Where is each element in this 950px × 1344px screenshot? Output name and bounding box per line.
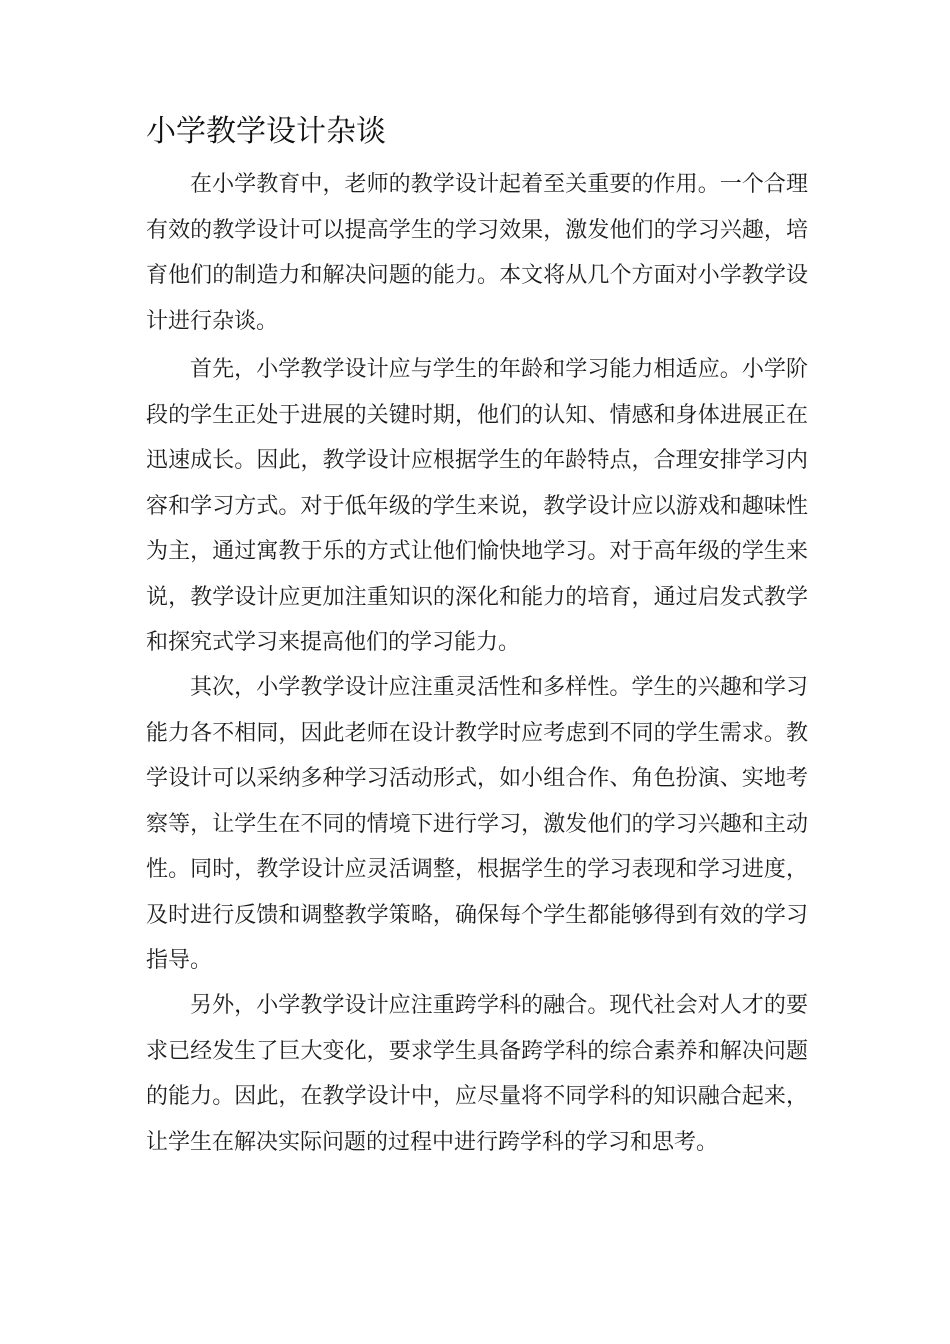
- paragraph-first-point: 首先，小学教学设计应与学生的年龄和学习能力相适应。小学阶段的学生正处于进展的关键时期，他们的认知、情感和身体进展正在迅速成长。因此，教学设计应根据学生的年龄特点，合理安排学习内容和学习方式。对于低年级的学生来说，教学设计应以游戏和趣味性为主，通过寓教于乐的方式让他们愉快地学习。对于高年级的学生来说，教学设计应更加注重知识的深化和能力的培育，通过启发式教学和探究式学习来提高他们的学习能力。: [146, 357, 808, 655]
- paragraph-third-point: 另外，小学教学设计应注重跨学科的融合。现代社会对人才的要求已经发生了巨大变化，要求学生具备跨学科的综合素养和解决问题的能力。因此，在教学设计中，应尽量将不同学科的知识融合起来，让学生在解决实际问题的过程中进行跨学科的学习和思考。: [146, 993, 808, 1155]
- paragraph-second-point: 其次，小学教学设计应注重灵活性和多样性。学生的兴趣和学习能力各不相同，因此老师在设计教学时应考虑到不同的学生需求。教学设计可以采纳多种学习活动形式，如小组合作、角色扮演、实地考察等，让学生在不同的情境下进行学习，激发他们的学习兴趣和主动性。同时，教学设计应灵活调整，根据学生的学习表现和学习进度，及时进行反馈和调整教学策略，确保每个学生都能够得到有效的学习指导。: [146, 675, 808, 973]
- paragraph-intro: 在小学教育中，老师的教学设计起着至关重要的作用。一个合理有效的教学设计可以提高学生的学习效果，激发他们的学习兴趣，培育他们的制造力和解决问题的能力。本文将从几个方面对小学教学设计进行杂谈。: [146, 172, 808, 334]
- document-title: 小学教学设计杂谈: [146, 114, 386, 149]
